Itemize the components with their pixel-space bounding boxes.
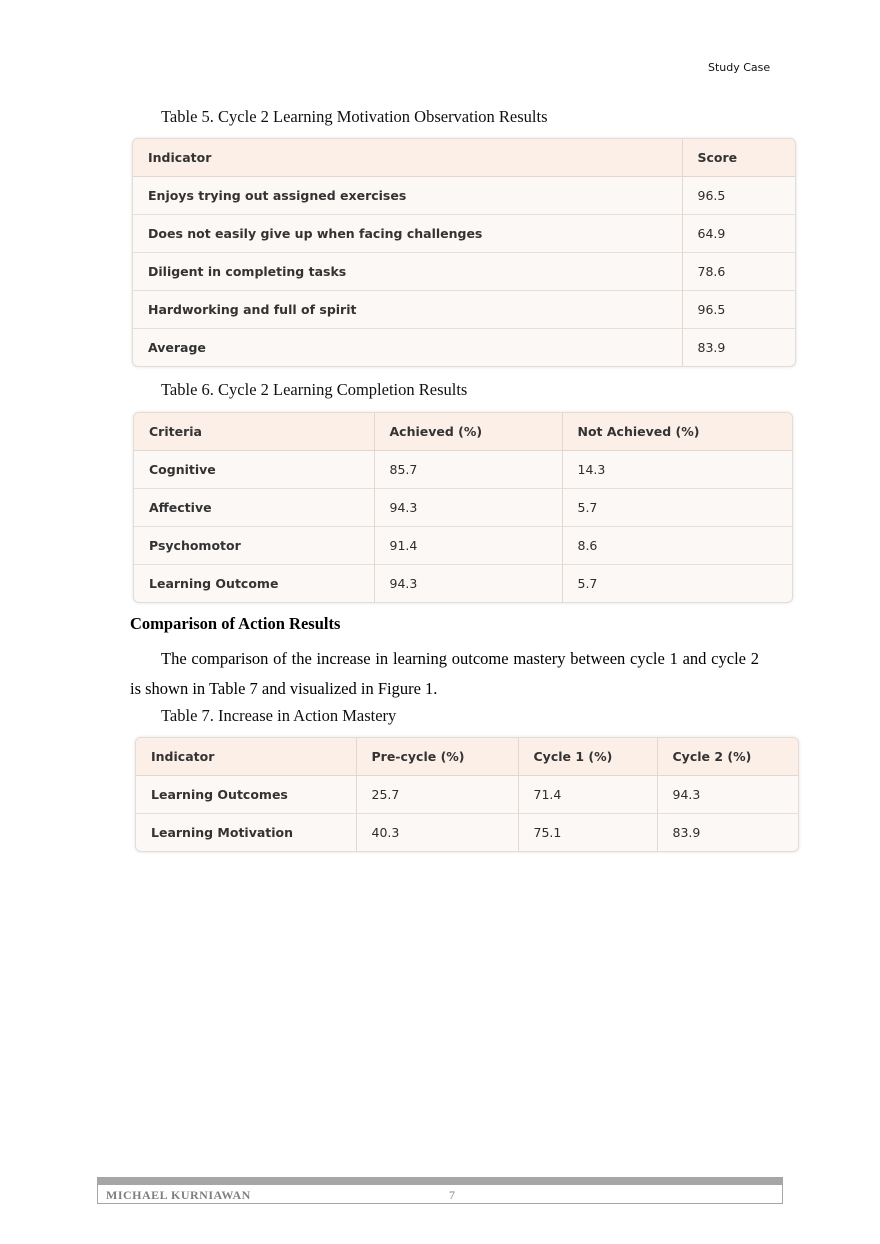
footer-author: MICHAEL KURNIAWAN [106, 1188, 251, 1202]
table7-col-cycle2: Cycle 2 (%) [657, 738, 798, 776]
table6-row3-not-achieved: 8.6 [562, 527, 792, 565]
table5-row3-indicator: Diligent in completing tasks [133, 253, 682, 291]
table7-col-pre-cycle: Pre-cycle (%) [356, 738, 518, 776]
table6-row1-criteria: Cognitive [149, 462, 216, 477]
section-paragraph: The comparison of the increase in learning outcome mastery between cycle 1 and cycle 2 is shown in Table 7 and visualized in Figure 1. [130, 649, 759, 698]
table7-col-cycle1: Cycle 1 (%) [518, 738, 657, 776]
table7-row1-pre-cycle: 25.7 [356, 776, 518, 814]
table5-col-indicator: Indicator [133, 139, 682, 177]
table-row [134, 489, 792, 527]
table6-row3-criteria: Psychomotor [134, 527, 374, 565]
running-head: Study Case [708, 61, 771, 74]
table-row [133, 329, 795, 367]
table5-row4-score: 96.5 [682, 291, 795, 329]
table7-row2-indicator: Learning Motivation [136, 814, 356, 852]
table5-caption: Table 5. Cycle 2 Learning Motivation Observation Results [161, 107, 548, 126]
table-row [133, 177, 795, 215]
table5-row2-score: 64.9 [682, 215, 795, 253]
table6-row4-achieved: 94.3 [374, 565, 562, 603]
table6-row1-not-achieved: 14.3 [562, 451, 792, 489]
table6-caption: Table 6. Cycle 2 Learning Completion Results [161, 380, 468, 399]
table7-row1-cycle2: 94.3 [657, 776, 798, 814]
table7-row2-cycle1: 75.1 [518, 814, 657, 852]
table-row [134, 565, 792, 603]
footer-bar [97, 1177, 783, 1185]
table7-row1-cycle1: 71.4 [518, 776, 657, 814]
table6-header-row [134, 413, 792, 451]
table7-row2-cycle2: 83.9 [657, 814, 798, 852]
table6-row4-criteria: Learning Outcome [134, 565, 374, 603]
table6-col-criteria: Criteria [134, 413, 374, 451]
table-row [136, 814, 798, 852]
table5 [132, 138, 796, 367]
table-row [134, 527, 792, 565]
table5-row3-score: 78.6 [682, 253, 795, 291]
table-row [133, 253, 795, 291]
table6-row2-criteria: Affective [134, 489, 374, 527]
table5-header-row [133, 139, 795, 177]
table6 [133, 412, 793, 603]
table-row [134, 451, 792, 489]
table6-col-not-achieved: Not Achieved (%) [562, 413, 792, 451]
table7-header-row [136, 738, 798, 776]
table6-col-achieved: Achieved (%) [374, 413, 562, 451]
table6-row3-achieved: 91.4 [374, 527, 562, 565]
table5-row5-indicator: Average [133, 329, 682, 367]
section-title: Comparison of Action Results [130, 614, 341, 633]
page-number: 7 [449, 1188, 455, 1202]
table5-row2-indicator: Does not easily give up when facing challenges [133, 215, 682, 253]
table5-row1-score: 96.5 [682, 177, 795, 215]
table6-row2-not-achieved: 5.7 [562, 489, 792, 527]
table-row [133, 215, 795, 253]
table6-row4-not-achieved: 5.7 [562, 565, 792, 603]
table-row [136, 776, 798, 814]
table6-row1-achieved: 85.7 [374, 451, 562, 489]
table7-col-indicator: Indicator [136, 738, 356, 776]
table7 [135, 737, 799, 852]
table5-row1-indicator: Enjoys trying out assigned exercises [148, 188, 407, 203]
table5-col-score: Score [682, 139, 795, 177]
table5-row5-score: 83.9 [682, 329, 795, 367]
table7-row1-indicator: Learning Outcomes [151, 787, 288, 802]
table7-row2-pre-cycle: 40.3 [356, 814, 518, 852]
table7-caption: Table 7. Increase in Action Mastery [161, 706, 397, 725]
table-row [133, 291, 795, 329]
table6-row2-achieved: 94.3 [374, 489, 562, 527]
table5-row4-indicator: Hardworking and full of spirit [133, 291, 682, 329]
